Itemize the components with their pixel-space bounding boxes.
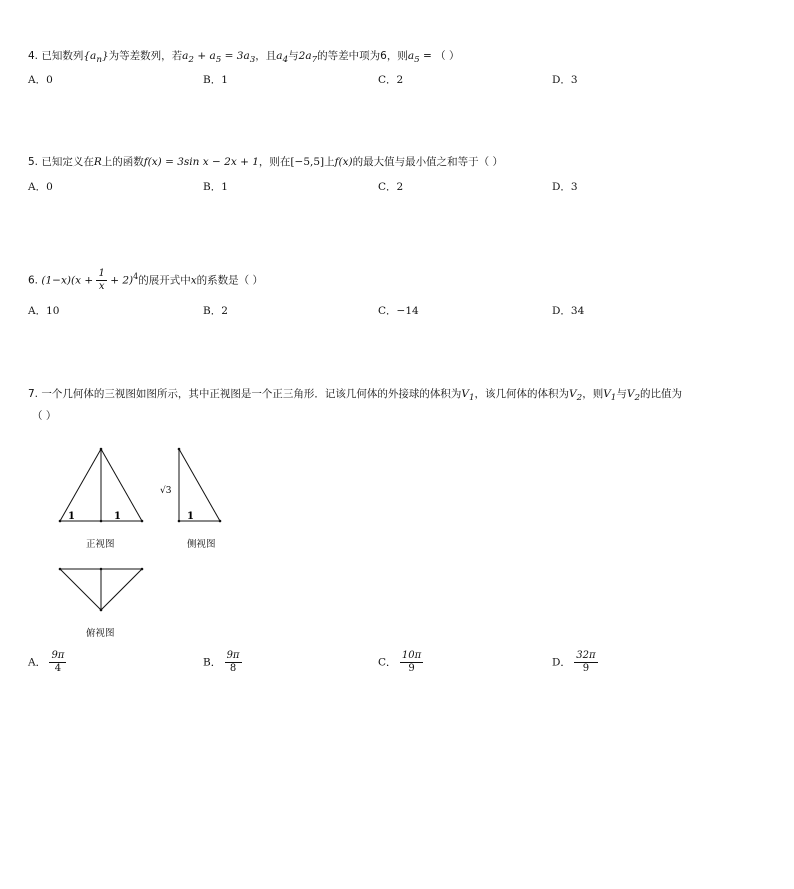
q5-function: f(x) = 3sin x − 2x + 1	[143, 156, 259, 168]
q5-fx: f(x)	[334, 156, 353, 168]
q5-text-4: 的最大值与最小值之和等于（ ）	[352, 156, 503, 168]
q6-option-d[interactable]: D．34	[552, 305, 585, 317]
q7-option-a[interactable]: A． $\frac{9\pi}{4}$	[28, 650, 65, 674]
q4-text-1: 为等差数列，若	[108, 50, 183, 62]
q4-text-2: ，且	[255, 50, 277, 62]
question-4-stem	[28, 49, 460, 67]
q5-prefix: 5. 已知定义在	[28, 156, 94, 168]
front-label-left: 1	[68, 511, 75, 522]
q4-option-a[interactable]: A．0	[28, 74, 53, 86]
q5-option-d[interactable]: D．3	[552, 181, 578, 193]
q7-text-2: ，该几何体的体积为	[474, 388, 570, 400]
q4-seq: $\{a_n\}$	[83, 50, 109, 66]
q7-option-d[interactable]: D． $\frac{32\pi}{9}$	[552, 650, 596, 674]
q5-option-c[interactable]: C．2	[378, 181, 404, 193]
side-label-height: √3	[160, 486, 172, 496]
q6-prefix: 6.	[28, 274, 39, 287]
q4-2a7: $2a_7$	[298, 50, 318, 66]
q4-text-5: = （ ）	[419, 50, 460, 62]
three-view-figure	[50, 440, 240, 620]
q6-option-a[interactable]: A．10	[28, 305, 60, 317]
q4-option-c[interactable]: C．2	[378, 74, 404, 86]
q6-option-b[interactable]: B．2	[203, 305, 228, 317]
q5-interval: [−5,5]	[290, 156, 325, 168]
q6-power: 4	[133, 272, 139, 281]
q5-text-1: 上的函数	[101, 156, 144, 168]
q6-option-c[interactable]: C．−14	[378, 305, 419, 317]
q7-option-b[interactable]: B． $\frac{9\pi}{8}$	[203, 650, 240, 674]
q7-V2-b: $V_2$	[626, 388, 641, 404]
q7-paren: （ ）	[32, 410, 57, 422]
caption-front-view: 正视图	[86, 539, 115, 550]
question-7-stem	[28, 387, 682, 405]
q6-text-2: 的系数是（ ）	[196, 274, 263, 287]
q7-text-4: 与	[616, 388, 627, 400]
question-6-stem	[28, 262, 263, 296]
q6-text-1: 的展开式中	[138, 274, 191, 287]
q6-x: x	[190, 274, 197, 287]
q4-option-d[interactable]: D．3	[552, 74, 578, 86]
side-view	[179, 449, 220, 521]
q4-prefix: 4. 已知数列	[28, 50, 84, 62]
caption-top-view: 俯视图	[86, 628, 115, 639]
q5-option-a[interactable]: A．0	[28, 181, 53, 193]
q6-fraction: $\frac{1}{x}$	[98, 268, 105, 292]
q4-condition: $a_2 + a_5 = 3a_3$	[182, 50, 256, 66]
q7-text-1: 7. 一个几何体的三视图如图所示，其中正视图是一个正三角形．记该几何体的外接球的体积为	[28, 388, 462, 400]
q7-V1-b: $V_1$	[603, 388, 617, 404]
q6-expr-left: (1−x)(x +	[41, 274, 94, 287]
q4-a4: $a_4$	[276, 50, 289, 66]
q7-text-5: 的比值为	[640, 388, 683, 400]
q7-V2: $V_2$	[569, 388, 583, 404]
q5-text-3: 上	[324, 156, 335, 168]
q5-R: R	[93, 156, 102, 168]
top-view	[60, 569, 142, 610]
front-label-right: 1	[114, 511, 121, 522]
q4-text-4: 的等差中项为6，则	[317, 50, 408, 62]
q5-text-2: ，则在	[258, 156, 291, 168]
question-5-stem	[28, 155, 503, 169]
caption-side-view: 侧视图	[187, 539, 216, 550]
q5-option-b[interactable]: B．1	[203, 181, 228, 193]
q6-expr-right: + 2)	[110, 274, 134, 287]
q4-a5: $a_5$	[407, 50, 420, 66]
q4-text-3: 与	[288, 50, 299, 62]
side-label-base: 1	[187, 511, 194, 522]
q7-text-3: ，则	[582, 388, 604, 400]
q4-option-b[interactable]: B．1	[203, 74, 228, 86]
q7-option-c[interactable]: C． $\frac{10\pi}{9}$	[378, 650, 422, 674]
q7-V1: $V_1$	[461, 388, 475, 404]
